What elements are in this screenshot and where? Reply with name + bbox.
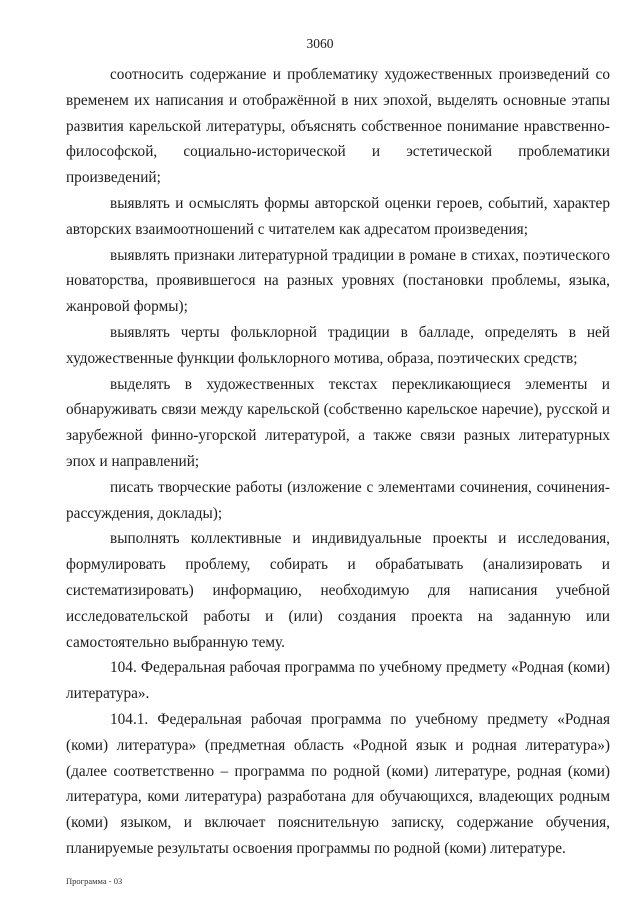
footer-label: Программа - 03	[66, 876, 123, 886]
paragraph: 104.1. Федеральная рабочая программа по учебному предмету «Родная (коми) литература» (предметная область «Родной язык и родная литература») (далее соответственно – программа по родной (коми) литературе, родная (коми) литература, коми литература) разработана для обучающихся, владеющих родным (коми) языком, и включает пояснительную записку, содержание обучения, планируемые результаты освоения программы по родной (коми) литературе.	[66, 710, 610, 857]
paragraph: выявлять и осмыслять формы авторской оценки героев, событий, характер авторских взаимоотношений с читателем как адресатом произведения;	[66, 194, 610, 238]
paragraph: писать творческие работы (изложение с элементами сочинения, сочинения-рассуждения, доклады);	[66, 478, 610, 522]
paragraph: выделять в художественных текстах перекликающиеся элементы и обнаруживать связи между карельской (собственно карельское наречие), русской и зарубежной финно-угорской литературой, а также связи разных литературных эпох и направлений;	[66, 375, 610, 470]
paragraph: выявлять черты фольклорной традиции в балладе, определять в ней художественные функции фольклорного мотива, образа, поэтических средств;	[66, 323, 610, 367]
paragraph: выявлять признаки литературной традиции в романе в стихах, поэтического новаторства, проявившегося на разных уровнях (постановки проблемы, языка, жанровой формы);	[66, 246, 610, 316]
document-body	[66, 62, 610, 862]
page-number: 3060	[306, 36, 334, 51]
paragraph: выполнять коллективные и индивидуальные проекты и исследования, формулировать проблему, собирать и обрабатывать (анализировать и систематизировать) информацию, необходимую для написания учебной исследовательской работы и (или) создания проекта на заданную или самостоятельно выбранную тему.	[66, 530, 610, 651]
section-heading: 104. Федеральная рабочая программа по учебному предмету «Родная (коми) литература».	[66, 659, 610, 703]
paragraph: соотносить содержание и проблематику художественных произведений со временем их написания и отображённой в них эпохой, выделять основные этапы развития карельской литературы, объяснять собственное понимание нравственно-философской, социально-исторической и эстетической проблематики произведений;	[66, 66, 610, 187]
